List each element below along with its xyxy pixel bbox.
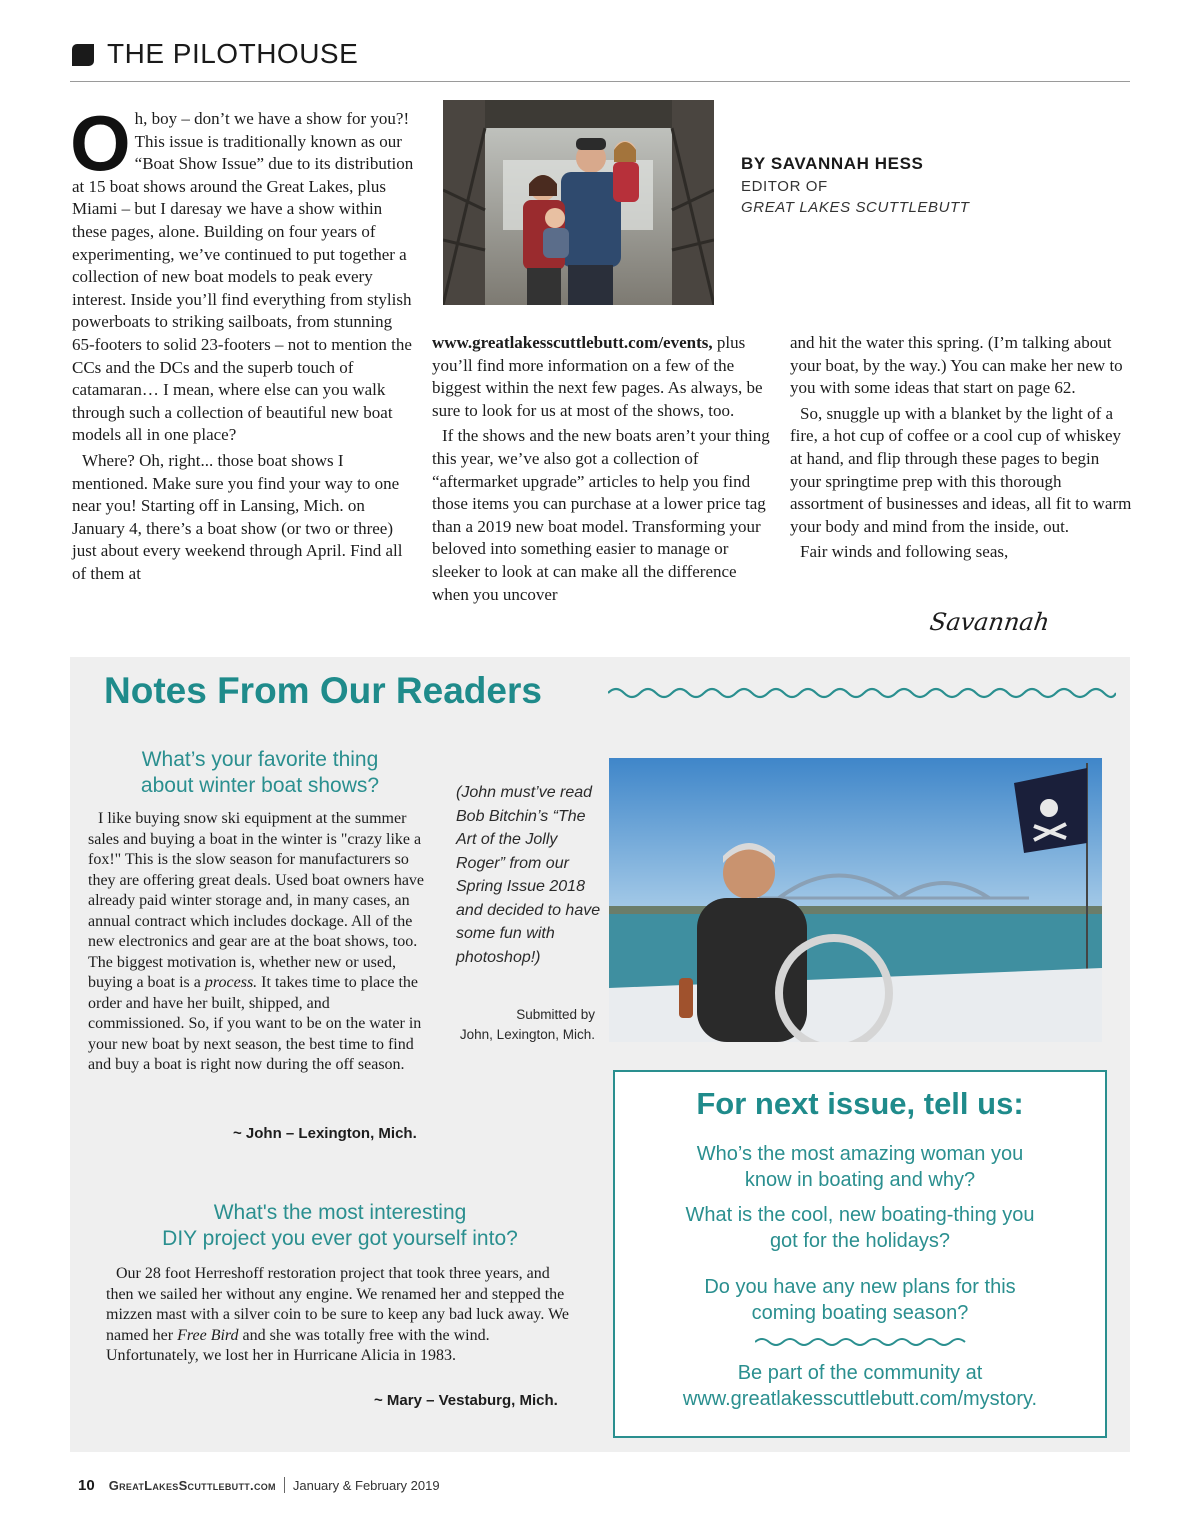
page-number: 10: [78, 1477, 95, 1494]
editorial-paragraph: If the shows and the new boats aren’t your thing this year, we’ve also got a collection of “aftermarket upgrade” articles to help you find those items you can purchase at a lower price tag than a 2019 new boat model. Transforming your beloved into something easier to manage or sleeker to look at can make all the difference when you uncover: [432, 426, 770, 604]
editorial-paragraph: Where? Oh, right... those boat shows I mentioned. Make sure you find your way to one near you! Starting off in Lansing, Mich. on January 4, there’s a boat show (or two or three) just about every weekend through April. Find all of them at: [72, 450, 403, 583]
drop-cap: O: [70, 99, 131, 187]
editorial-paragraph: www.greatlakesscuttlebutt.com/events, plus you’ll find more information on a few of the biggest within the next few pages. As always, be sure to look for us at most of the shows, too.: [432, 333, 763, 420]
next-issue-question-1: Who’s the most amazing woman you know in boating and why?: [696, 1143, 1024, 1191]
byline-role: EDITOR OF: [741, 178, 828, 195]
small-wave-divider-icon: [755, 1335, 967, 1349]
reader-boat-photo: [609, 758, 1102, 1042]
editorial-paragraph: Oh, boy – don’t we have a show for you?! This issue is traditionally known as our “Boat Show Issue” due to its distribution at 15 boat shows around the Great Lakes, plus Miami – but I daresay we have a show within these pages, alone. Building on four years of experimenting, we’ve continued to put together a collection of new boat models to peak every interest. Inside you’ll find everything from stylish powerboats to striking sailboats, from stunning 65-footers to solid 23-footers – not to mention the CCs and the DCs and the superb touch of catamaran… I mean, where else can you walk through such a collection of beautiful new boat models all in one place?: [70, 99, 414, 445]
next-issue-title: For next issue, tell us:: [696, 1086, 1024, 1121]
editorial-column-2: [432, 332, 772, 606]
reader-letter-1: I like buying snow ski equipment at the summer sales and buying a boat in the winter is "crazy like a fox!" This is the slow season for manufacturers so they are offering great deals. Used boat owners have already paid winter storage and, in many cases, an annual contract which includes dockage. All of the new electronics and gear are at the boat shows, too. The biggest motivation is, whether new or used, buying a boat is a process. It takes time to place the order and have her built, shipped, and commissioned. So, if you want to be on the water in your new boat by next season, the best time to find and buy a boat is right now during the off season.: [88, 810, 425, 1073]
wave-divider-icon: [608, 684, 1116, 702]
mystory-link[interactable]: www.greatlakesscuttlebutt.com/mystory.: [682, 1388, 1038, 1410]
byline-publication: GREAT LAKES SCUTTLEBUTT: [741, 199, 970, 216]
editor-signature: Savannah: [928, 608, 1052, 636]
section-title: THE PILOTHOUSE: [107, 38, 359, 69]
reader-letter-2: Our 28 foot Herreshoff restoration project that took three years, and then we sailed her without any engine. We renamed her and stepped the mizzen mast with a silver coin to be sure to keep any bad luck away. We named her Free Bird and she was totally free with the wind. Unfortunately, we lost her in Hurricane Alicia in 1983.: [106, 1265, 570, 1364]
section-marker-icon: [72, 44, 94, 66]
byline-author: BY SAVANNAH HESS: [741, 154, 924, 173]
editorial-column-1: [70, 99, 417, 585]
footer-separator: [284, 1477, 285, 1493]
reader-question-2: What's the most interesting DIY project you ever got yourself into?: [162, 1201, 518, 1250]
editorial-column-3: [790, 332, 1132, 564]
next-issue-cta: Be part of the community at www.greatlakesscuttlebutt.com/mystory.: [613, 1360, 1107, 1412]
footer-site: GreatLakesScuttlebutt.com: [108, 1478, 276, 1493]
editor-family-photo: [443, 100, 714, 305]
header-divider: [70, 81, 1130, 82]
events-link[interactable]: www.greatlakesscuttlebutt.com/events,: [432, 333, 713, 352]
reader-attribution-2: ~ Mary – Vestaburg, Mich.: [374, 1392, 558, 1409]
submitted-by: Submitted by John, Lexington, Mich.: [459, 1007, 595, 1042]
footer-issue: January & February 2019: [292, 1478, 440, 1493]
byline: [741, 154, 970, 216]
editorial-paragraph: So, snuggle up with a blanket by the light of a fire, a hot cup of coffee or a cool cup of whiskey at hand, and flip through these pages to begin your springtime prep with this thorough assortment of businesses and ideas, all fit to warm your body and mind from the inside, out.: [790, 403, 1132, 536]
editorial-paragraph: and hit the water this spring. (I’m talking about your boat, by the way.) You can make her new to you with some ideas that start on page 62.: [790, 333, 1123, 398]
reader-attribution-1: ~ John – Lexington, Mich.: [233, 1125, 417, 1142]
page-footer: [78, 1477, 440, 1494]
reader-question-1: What’s your favorite thing about winter boat shows?: [140, 748, 380, 797]
readers-panel-title: Notes From Our Readers: [104, 670, 542, 711]
next-issue-question-2: What is the cool, new boating-thing you got for the holidays?: [685, 1204, 1035, 1252]
editorial-closing: Fair winds and following seas,: [800, 542, 1009, 562]
next-issue-question-3: Do you have any new plans for this coming boating season?: [704, 1276, 1016, 1324]
photo-caption-note: (John must’ve read Bob Bitchin’s “The Art of the Jolly Roger” from our Spring Issue 2018 and decided to have some fun with photoshop!): [456, 784, 601, 966]
